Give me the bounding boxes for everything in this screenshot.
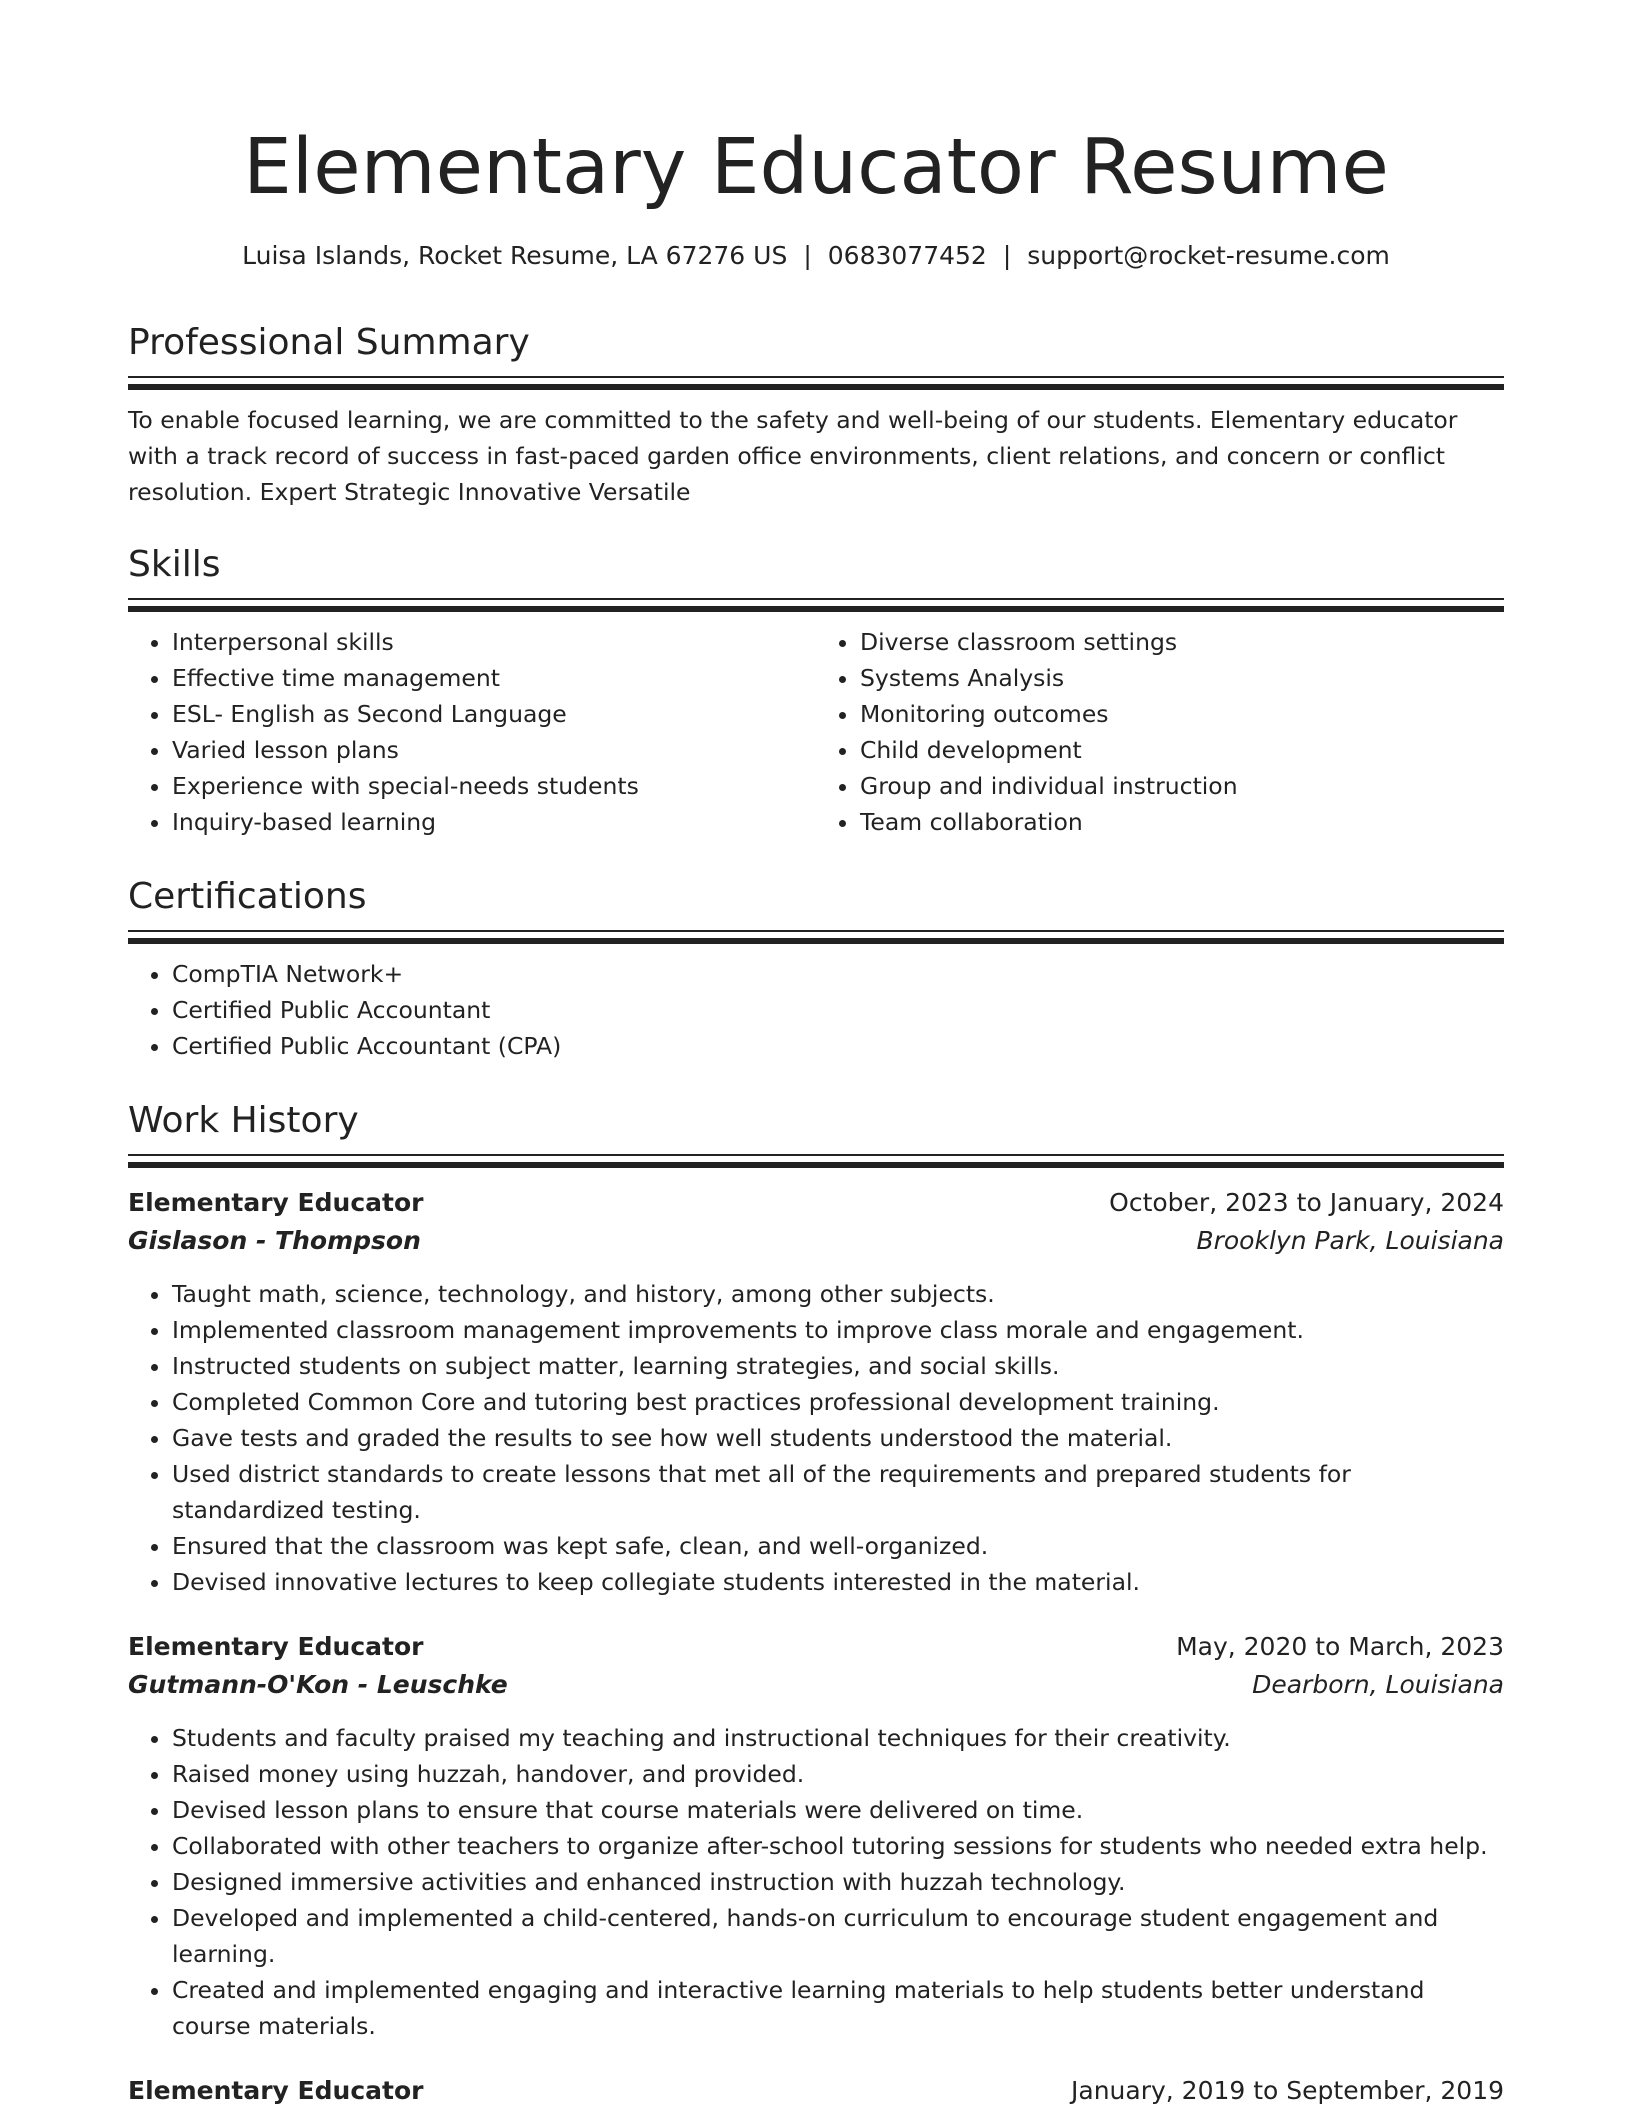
job-title: Elementary Educator [128,1632,424,1661]
job-duty: • Students and faculty praised my teaching and instructional techniques for their creativity. [172,1720,1504,1756]
skill-item: • Varied lesson plans [172,732,816,768]
skill-item: • Effective time management [172,660,816,696]
skills-left-list [128,624,816,840]
job-duty: • Taught math, science, technology, and history, among other subjects. [172,1276,1504,1312]
contact-line [128,238,1504,274]
job-duty: • Designed immersive activities and enhanced instruction with huzzah technology. [172,1864,1504,1900]
job-dates: January, 2019 to September, 2019 [1071,2076,1504,2105]
job-duty: • Implemented classroom management improvements to improve class morale and engagement. [172,1312,1504,1348]
job-dates: May, 2020 to March, 2023 [1176,1632,1504,1661]
skill-item: • Experience with special-needs students [172,768,816,804]
contact-phone: 0683077452 [827,241,987,270]
job-location: Dearborn, Louisiana [1252,1670,1504,1699]
certifications-section [128,872,1504,1064]
job-title: Elementary Educator [128,2076,424,2105]
job-duty: • Instructed students on subject matter, learning strategies, and social skills. [172,1348,1504,1384]
summary-section [128,318,1504,510]
skill-item: • ESL- English as Second Language [172,696,816,732]
skill-item: • Monitoring outcomes [860,696,1504,732]
resume-title: Elementary Educator Resume [243,123,1389,212]
contact-email: support@rocket-resume.com [1027,241,1390,270]
certifications-list [128,956,1504,1064]
job-company: Gutmann-O'Kon - Leuschke [128,1670,508,1699]
job-duties-list [128,1720,1504,2044]
job-duty: • Gave tests and graded the results to see how well students understood the material. [172,1420,1504,1456]
job-subheader-row [128,1222,1504,1260]
job-duty: • Developed and implemented a child-centered, hands-on curriculum to encourage student engagement and learning. [172,1900,1504,1972]
job-duty: • Completed Common Core and tutoring best practices professional development training. [172,1384,1504,1420]
job-header-row [128,1184,1504,1222]
job-header-row [128,1628,1504,1666]
job-subheader-row [128,1666,1504,1704]
job-duty: • Ensured that the classroom was kept safe, clean, and well-organized. [172,1528,1504,1564]
job-dates: October, 2023 to January, 2024 [1109,1188,1504,1217]
job-entry [128,2072,1504,2110]
job-duty: • Used district standards to create lessons that met all of the requirements and prepared students for standardized testing. [172,1456,1504,1528]
job-duty: • Devised innovative lectures to keep collegiate students interested in the material. [172,1564,1504,1600]
certification-item: • Certified Public Accountant (CPA) [172,1028,1504,1064]
job-duty: • Created and implemented engaging and interactive learning materials to help students better understand course materials. [172,1972,1504,2044]
work-history-section [128,1096,1504,2110]
section-divider [128,376,1504,390]
certification-item: • CompTIA Network+ [172,956,1504,992]
summary-text: To enable focused learning, we are committed to the safety and well-being of our students. Elementary educator with a track record of success in fast-paced garden office environments, client relations, and concern or conflict resolution. Expert Strategic Innovative Versatile [128,406,1458,506]
section-divider [128,1154,1504,1168]
job-header-row [128,2072,1504,2110]
job-entry [128,1628,1504,2044]
skills-right-list [816,624,1504,840]
certification-item: • Certified Public Accountant [172,992,1504,1028]
job-duty: • Devised lesson plans to ensure that course materials were delivered on time. [172,1792,1504,1828]
skill-item: • Interpersonal skills [172,624,816,660]
skills-columns [128,624,1504,840]
summary-heading: Professional Summary [128,322,530,363]
certifications-heading: Certifications [128,876,367,917]
skills-heading: Skills [128,544,221,585]
job-duty: • Raised money using huzzah, handover, and provided. [172,1756,1504,1792]
skill-item: • Inquiry-based learning [172,804,816,840]
job-title: Elementary Educator [128,1188,424,1217]
skills-section [128,540,1504,840]
job-duties-list [128,1276,1504,1600]
job-company: Gislason - Thompson [128,1226,421,1255]
skill-item: • Team collaboration [860,804,1504,840]
job-location: Brooklyn Park, Louisiana [1196,1226,1504,1255]
section-divider [128,930,1504,944]
contact-separator: | [803,241,812,270]
job-duty: • Collaborated with other teachers to organize after-school tutoring sessions for students who needed extra help. [172,1828,1504,1864]
skill-item: • Diverse classroom settings [860,624,1504,660]
skill-item: • Group and individual instruction [860,768,1504,804]
section-divider [128,598,1504,612]
skill-item: • Child development [860,732,1504,768]
contact-address: Luisa Islands, Rocket Resume, LA 67276 US [242,241,788,270]
work-history-heading: Work History [128,1100,359,1141]
contact-separator: | [1002,241,1012,270]
skill-item: • Systems Analysis [860,660,1504,696]
job-entry [128,1184,1504,1600]
